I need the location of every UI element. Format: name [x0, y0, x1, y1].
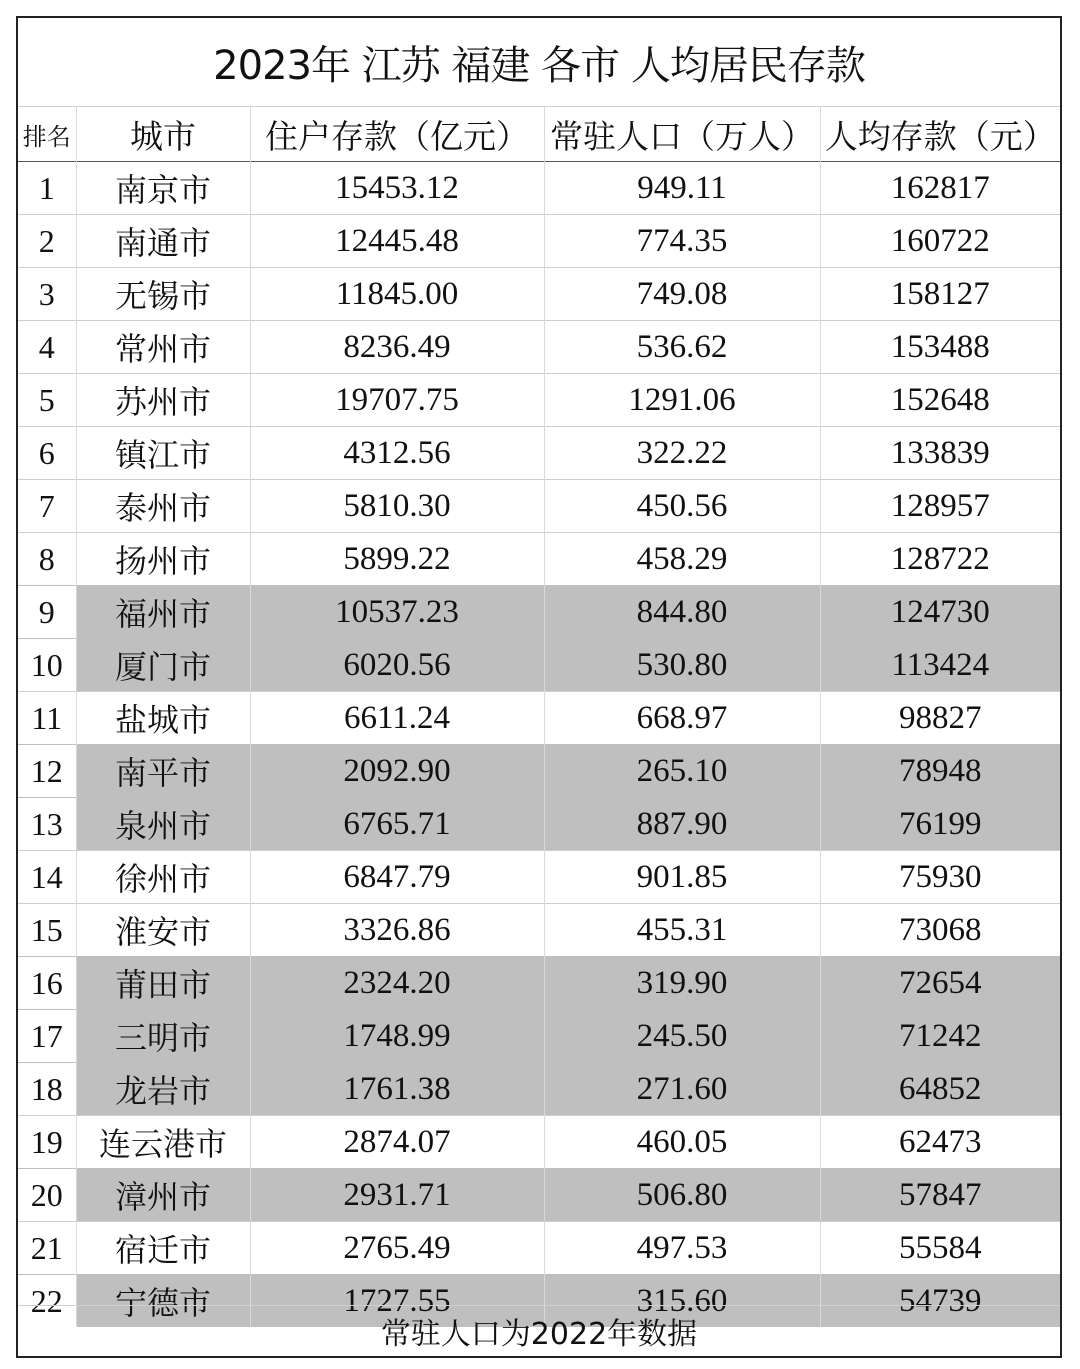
rank-cell: 13 [18, 798, 76, 851]
table-row [18, 1169, 1060, 1222]
city-cell: 南通市 [76, 215, 250, 268]
rank-cell: 14 [18, 851, 76, 904]
rank-cell: 2 [18, 215, 76, 268]
deposit-cell: 6020.56 [250, 639, 544, 692]
city-cell: 南平市 [76, 745, 250, 798]
population-cell: 450.56 [544, 480, 820, 533]
per-capita-cell: 73068 [820, 904, 1060, 957]
city-cell: 连云港市 [76, 1116, 250, 1169]
population-cell: 536.62 [544, 321, 820, 374]
footnote-text: 常驻人口为2022年数据 [380, 1317, 698, 1352]
deposit-cell: 4312.56 [250, 427, 544, 480]
per-capita-cell: 62473 [820, 1116, 1060, 1169]
city-cell: 三明市 [76, 1010, 250, 1063]
population-cell: 322.22 [544, 427, 820, 480]
table-row [18, 904, 1060, 957]
city-cell: 常州市 [76, 321, 250, 374]
population-cell: 460.05 [544, 1116, 820, 1169]
deposit-cell: 2874.07 [250, 1116, 544, 1169]
city-cell: 无锡市 [76, 268, 250, 321]
per-capita-cell: 152648 [820, 374, 1060, 427]
deposit-cell: 19707.75 [250, 374, 544, 427]
deposit-cell: 1727.55 [250, 1275, 544, 1328]
table-row [18, 798, 1060, 851]
rank-cell: 22 [18, 1275, 76, 1328]
per-capita-cell: 57847 [820, 1169, 1060, 1222]
city-cell: 镇江市 [76, 427, 250, 480]
table-row [18, 215, 1060, 268]
table-row [18, 427, 1060, 480]
footnote [18, 1305, 1060, 1356]
per-capita-cell: 113424 [820, 639, 1060, 692]
city-cell: 徐州市 [76, 851, 250, 904]
table-row [18, 1063, 1060, 1116]
rank-cell: 12 [18, 745, 76, 798]
per-capita-cell: 153488 [820, 321, 1060, 374]
deposit-cell: 6611.24 [250, 692, 544, 745]
city-cell: 苏州市 [76, 374, 250, 427]
deposit-cell: 5810.30 [250, 480, 544, 533]
population-cell: 887.90 [544, 798, 820, 851]
per-capita-cell: 54739 [820, 1275, 1060, 1328]
table-row [18, 692, 1060, 745]
deposit-cell: 8236.49 [250, 321, 544, 374]
deposit-cell: 2092.90 [250, 745, 544, 798]
table-row [18, 268, 1060, 321]
rank-cell: 10 [18, 639, 76, 692]
deposit-cell: 5899.22 [250, 533, 544, 586]
deposit-cell: 2931.71 [250, 1169, 544, 1222]
deposit-cell: 6765.71 [250, 798, 544, 851]
population-cell: 774.35 [544, 215, 820, 268]
population-cell: 315.60 [544, 1275, 820, 1328]
population-cell: 319.90 [544, 957, 820, 1010]
deposit-cell: 1748.99 [250, 1010, 544, 1063]
table-row [18, 586, 1060, 639]
table-row [18, 1222, 1060, 1275]
rank-cell: 6 [18, 427, 76, 480]
header-rank: 排名 [18, 107, 76, 162]
table-row [18, 162, 1060, 215]
per-capita-cell: 158127 [820, 268, 1060, 321]
rank-cell: 3 [18, 268, 76, 321]
population-cell: 844.80 [544, 586, 820, 639]
population-cell: 506.80 [544, 1169, 820, 1222]
city-cell: 厦门市 [76, 639, 250, 692]
population-cell: 455.31 [544, 904, 820, 957]
population-cell: 265.10 [544, 745, 820, 798]
rank-cell: 5 [18, 374, 76, 427]
population-cell: 497.53 [544, 1222, 820, 1275]
per-capita-cell: 133839 [820, 427, 1060, 480]
city-cell: 淮安市 [76, 904, 250, 957]
header-deposit: 住户存款（亿元） [250, 107, 544, 162]
city-cell: 盐城市 [76, 692, 250, 745]
header-population: 常驻人口（万人） [544, 107, 820, 162]
city-cell: 莆田市 [76, 957, 250, 1010]
population-cell: 530.80 [544, 639, 820, 692]
population-cell: 901.85 [544, 851, 820, 904]
header-city: 城市 [76, 107, 250, 162]
rank-cell: 17 [18, 1010, 76, 1063]
rank-cell: 9 [18, 586, 76, 639]
rank-cell: 7 [18, 480, 76, 533]
city-cell: 南京市 [76, 162, 250, 215]
deposit-cell: 2324.20 [250, 957, 544, 1010]
city-cell: 福州市 [76, 586, 250, 639]
per-capita-cell: 75930 [820, 851, 1060, 904]
city-cell: 扬州市 [76, 533, 250, 586]
header-row [18, 107, 1060, 162]
deposit-cell: 3326.86 [250, 904, 544, 957]
per-capita-cell: 128957 [820, 480, 1060, 533]
rank-cell: 16 [18, 957, 76, 1010]
table-row [18, 957, 1060, 1010]
city-cell: 宿迁市 [76, 1222, 250, 1275]
per-capita-cell: 98827 [820, 692, 1060, 745]
per-capita-cell: 124730 [820, 586, 1060, 639]
deposit-cell: 12445.48 [250, 215, 544, 268]
per-capita-cell: 162817 [820, 162, 1060, 215]
city-cell: 漳州市 [76, 1169, 250, 1222]
deposit-cell: 11845.00 [250, 268, 544, 321]
table-frame [16, 16, 1062, 1358]
table-row [18, 374, 1060, 427]
deposit-cell: 10537.23 [250, 586, 544, 639]
deposit-cell: 2765.49 [250, 1222, 544, 1275]
per-capita-cell: 64852 [820, 1063, 1060, 1116]
per-capita-cell: 71242 [820, 1010, 1060, 1063]
population-cell: 245.50 [544, 1010, 820, 1063]
header-per-capita: 人均存款（元） [820, 107, 1060, 162]
rank-cell: 21 [18, 1222, 76, 1275]
city-cell: 泉州市 [76, 798, 250, 851]
per-capita-cell: 55584 [820, 1222, 1060, 1275]
table-title: 2023年 江苏 福建 各市 人均居民存款 [213, 42, 865, 89]
rank-cell: 4 [18, 321, 76, 374]
table-row [18, 1116, 1060, 1169]
city-cell: 龙岩市 [76, 1063, 250, 1116]
deposit-cell: 6847.79 [250, 851, 544, 904]
population-cell: 668.97 [544, 692, 820, 745]
per-capita-cell: 76199 [820, 798, 1060, 851]
population-cell: 1291.06 [544, 374, 820, 427]
rank-cell: 8 [18, 533, 76, 586]
population-cell: 271.60 [544, 1063, 820, 1116]
per-capita-cell: 160722 [820, 215, 1060, 268]
per-capita-cell: 72654 [820, 957, 1060, 1010]
rank-cell: 15 [18, 904, 76, 957]
table-row [18, 1010, 1060, 1063]
rank-cell: 20 [18, 1169, 76, 1222]
table-row [18, 533, 1060, 586]
table-row [18, 480, 1060, 533]
deposit-cell: 15453.12 [250, 162, 544, 215]
table-row [18, 745, 1060, 798]
table-row [18, 639, 1060, 692]
city-cell: 宁德市 [76, 1275, 250, 1328]
rank-cell: 11 [18, 692, 76, 745]
table-row [18, 321, 1060, 374]
rank-cell: 19 [18, 1116, 76, 1169]
population-cell: 949.11 [544, 162, 820, 215]
rank-cell: 1 [18, 162, 76, 215]
per-capita-cell: 128722 [820, 533, 1060, 586]
population-cell: 749.08 [544, 268, 820, 321]
table-row [18, 851, 1060, 904]
per-capita-cell: 78948 [820, 745, 1060, 798]
population-cell: 458.29 [544, 533, 820, 586]
deposit-cell: 1761.38 [250, 1063, 544, 1116]
deposit-table [18, 106, 1060, 1327]
rank-cell: 18 [18, 1063, 76, 1116]
city-cell: 泰州市 [76, 480, 250, 533]
